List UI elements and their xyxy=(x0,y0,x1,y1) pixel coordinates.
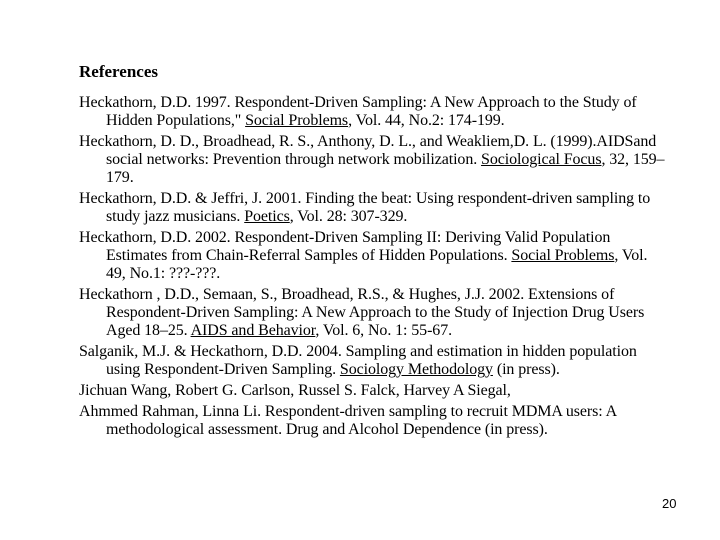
journal-title: Social Problems xyxy=(511,247,615,264)
reference-text: Heckathorn , D.D., Semaan, S., Broadhead, R.S., & Hughes, J.J. 2002. Extensions of Respondent-Driven Sampling: A New Approach to the Study of Injection Drug Users Aged 18–25. xyxy=(79,286,645,339)
reference-item xyxy=(79,229,669,283)
reference-item xyxy=(79,133,669,187)
reference-text: Heckathorn, D.D. & Jeffri, J. 2001. Finding the beat: Using respondent-driven sampling to study jazz musicians. xyxy=(79,190,651,225)
page-number: 20 xyxy=(662,496,677,511)
reference-details: , Vol. 6, No. 1: 55-67. xyxy=(315,322,453,339)
reference-list xyxy=(79,94,669,442)
reference-text: Salganik, M.J. & Heckathorn, D.D. 2004. Sampling and estimation in hidden population using Respondent-Driven Sampling. xyxy=(79,343,637,378)
reference-details: , 32, 159–179. xyxy=(106,151,665,186)
journal-title: Sociology Methodology xyxy=(339,361,493,378)
reference-details: , Vol. 49, No.1: ???-???. xyxy=(106,247,648,282)
journal-title: Poetics xyxy=(244,208,290,225)
reference-item xyxy=(79,190,669,226)
reference-item xyxy=(79,343,669,379)
reference-text: Heckathorn, D.D. 1997. Respondent-Driven Sampling: A New Approach to the Study of Hidden Populations," xyxy=(79,94,637,129)
reference-details: (in press). xyxy=(492,361,560,378)
slide-title: References xyxy=(79,62,158,81)
reference-text: Ahmmed Rahman, Linna Li. Respondent-driven sampling to recruit MDMA users: A methodological assessment. Drug and Alcohol Dependence (in press). xyxy=(79,403,617,438)
reference-text: Jichuan Wang, Robert G. Carlson, Russel S. Falck, Harvey A Siegal, xyxy=(79,382,511,399)
reference-details: , Vol. 28: 307-329. xyxy=(289,208,408,225)
journal-title: Sociological Focus xyxy=(481,151,602,168)
reference-details: , Vol. 44, No.2: 174-199. xyxy=(348,112,505,129)
reference-item xyxy=(79,382,669,400)
reference-text: Heckathorn, D. D., Broadhead, R. S., Anthony, D. L., and Weakliem,D. L. (1999).AIDSand social networks: Prevention through network mobilization. xyxy=(79,133,657,168)
journal-title: AIDS and Behavior xyxy=(190,322,316,339)
reference-item xyxy=(79,286,669,340)
reference-item xyxy=(79,94,669,130)
journal-title: Social Problems xyxy=(245,112,349,129)
reference-text: Heckathorn, D.D. 2002. Respondent-Driven Sampling II: Deriving Valid Population Estimates from Chain-Referral Samples of Hidden Populations. xyxy=(79,229,611,264)
reference-item xyxy=(79,403,669,439)
